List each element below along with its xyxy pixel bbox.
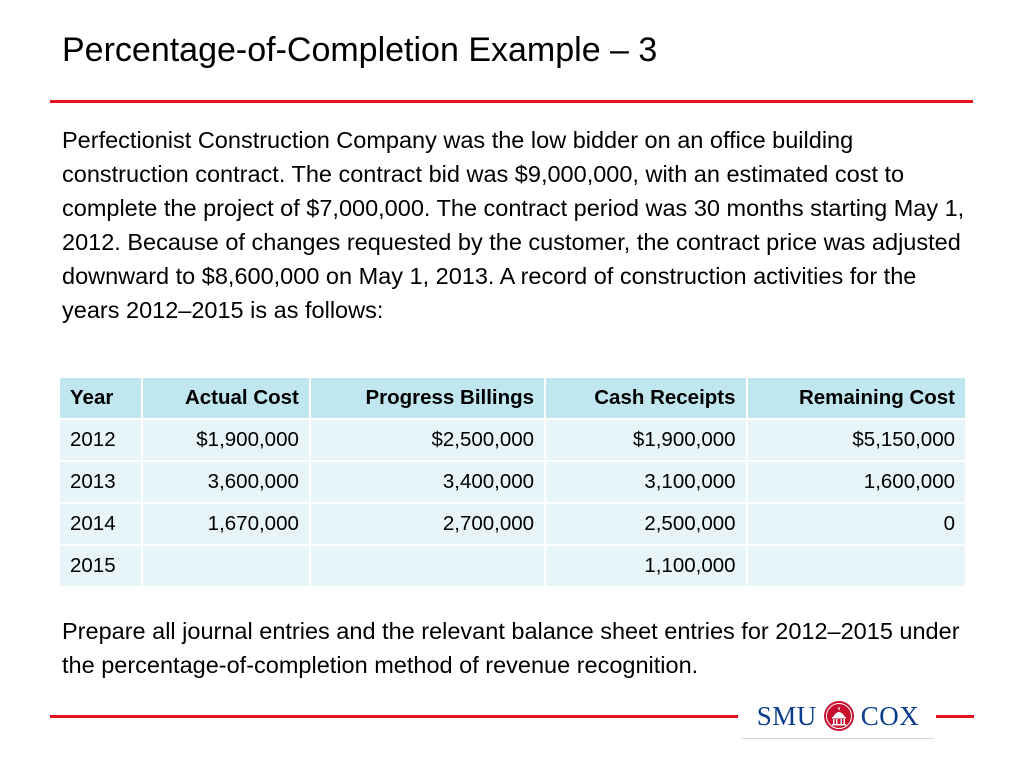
- problem-statement: Perfectionist Construction Company was the low bidder on an office building construction contract. The contract bid was $9,000,000, with an estimated cost to complete the project of $7,000,000. The contract period was 30 months starting May 1, 2012. Because of changes requested by the customer, the contract price was adjusted downward to $8,600,000 on May 1, 2013. A record of construction activities for the years 2012–2015 is as follows:: [62, 127, 965, 323]
- logo-word-cox: COX: [860, 700, 920, 731]
- cell-actual-cost: [142, 545, 310, 587]
- cell-progress-billings: [310, 545, 545, 587]
- cell-cash-receipts: $1,900,000: [545, 419, 746, 461]
- title-divider: [50, 100, 973, 103]
- column-header-year: Year: [60, 378, 142, 419]
- column-header-actual-cost: Actual Cost: [142, 378, 310, 419]
- cell-actual-cost: 3,600,000: [142, 461, 310, 503]
- cell-remaining-cost: $5,150,000: [747, 419, 965, 461]
- cell-actual-cost: $1,900,000: [142, 419, 310, 461]
- task-instructions: Prepare all journal entries and the relevant balance sheet entries for 2012–2015 under the percentage-of-completion method of revenue recognition.: [62, 618, 960, 678]
- cell-actual-cost: 1,670,000: [142, 503, 310, 545]
- cell-year: 2012: [60, 419, 142, 461]
- cell-progress-billings: 3,400,000: [310, 461, 545, 503]
- smu-dome-seal-icon: [823, 700, 855, 732]
- cell-remaining-cost: 0: [747, 503, 965, 545]
- cell-progress-billings: 2,700,000: [310, 503, 545, 545]
- column-header-cash-receipts: Cash Receipts: [545, 378, 746, 419]
- cell-year: 2013: [60, 461, 142, 503]
- column-header-remaining-cost: Remaining Cost: [747, 378, 965, 419]
- cell-cash-receipts: 1,100,000: [545, 545, 746, 587]
- table-row: [60, 503, 965, 545]
- table-row: [60, 461, 965, 503]
- cell-year: 2015: [60, 545, 142, 587]
- cell-year: 2014: [60, 503, 142, 545]
- cell-cash-receipts: 2,500,000: [545, 503, 746, 545]
- table-row: [60, 545, 965, 587]
- column-header-progress-billings: Progress Billings: [310, 378, 545, 419]
- slide-title: Percentage-of-Completion Example – 3: [62, 31, 658, 69]
- construction-activity-table: [60, 378, 965, 588]
- cell-remaining-cost: 1,600,000: [747, 461, 965, 503]
- cell-progress-billings: $2,500,000: [310, 419, 545, 461]
- smu-cox-logo: [742, 694, 934, 738]
- logo-word-smu: SMU: [756, 700, 817, 731]
- table-row: [60, 419, 965, 461]
- logo-underline: [742, 738, 934, 739]
- table-header-row: [60, 378, 965, 419]
- cell-cash-receipts: 3,100,000: [545, 461, 746, 503]
- cell-remaining-cost: [747, 545, 965, 587]
- footer-divider-right: [936, 715, 974, 718]
- footer-divider-left: [50, 715, 738, 718]
